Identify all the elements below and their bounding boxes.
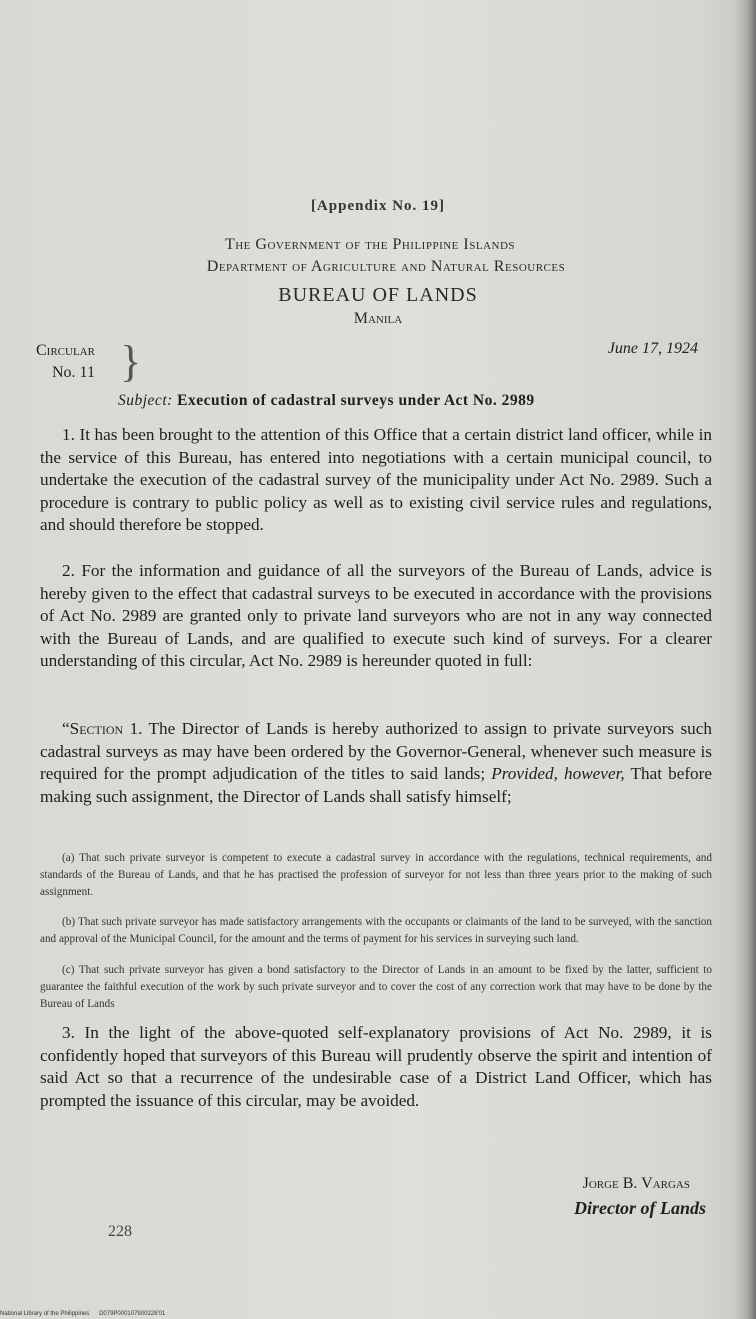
brace-icon: } [120, 337, 142, 386]
circular-number: No. 11 [52, 364, 95, 381]
header-government: The Government of the Philippine Islands [224, 236, 516, 253]
circular-block [36, 337, 142, 386]
signature-block [574, 1172, 706, 1220]
header-bureau: BUREAU OF LANDS [278, 284, 478, 306]
section-text-b: That before making such assignment, the Director of Lands shall satisfy himself; [40, 764, 713, 806]
signatory-name: Jorge B. Vargas [582, 1175, 690, 1192]
section-proviso: Provided, however, [491, 764, 625, 784]
footer-library: National Library of the Philippines [0, 1311, 90, 1317]
footer-code: D079P000107900228'01 [99, 1311, 166, 1317]
subsection-a: (a) That such private surveyor is competent to execute a cadastral survey in accordance with the regulations, technical requirements, and standards of the Bureau of Lands, and that he has practised the profession of surveyor for not less than three years prior to the making of such assignment. [40, 852, 712, 898]
signatory-title: Director of Lands [574, 1198, 706, 1218]
appendix-label: [Appendix No. 19] [310, 198, 446, 214]
subject-label: Subject: [118, 392, 173, 409]
header-city: Manila [353, 310, 403, 327]
subsection-b: (b) That such private surveyor has made satisfactory arrangements with the occupants or claimants of the land to be surveyed, with the sanction and approval of the Municipal Council, for the amount and the terms of payment for his services in surveying such land. [40, 916, 712, 945]
circular-label: Circular [36, 342, 95, 359]
paragraph-section-1 [40, 718, 712, 808]
subsection-c: (c) That such private surveyor has given a bond satisfactory to the Director of Lands in an amount to be fixed by the latter, sufficient to guarantee the faithful execution of the work by such private surveyor and to cover the cost of any correction work that may have to be done by the Bureau of Lands [40, 964, 712, 1010]
paragraph-2: 2. For the information and guidance of all the surveyors of the Bureau of Lands, advice is hereby given to the effect that cadastral surveys to be executed in accordance with the provisions of Act No. 2989 are granted only to private land surveyors who are not in any way connected with the Bureau of Lands, and are qualified to execute such kind of surveys. For a clearer understanding of this circular, Act No. 2989 is hereunder quoted in full: [40, 561, 712, 671]
subject-line [118, 392, 535, 410]
circular-date: June 17, 1924 [607, 340, 698, 357]
paragraph-3: 3. In the light of the above-quoted self-explanatory provisions of Act No. 2989, it is confidently hoped that surveyors of this Bureau will prudently observe the spirit and intention of said Act so that a recurrence of the undesirable case of a District Land Officer, which has prompted the issuance of this circular, may be avoided. [40, 1023, 712, 1110]
page-number: 228 [108, 1223, 132, 1240]
scan-footer [0, 1311, 173, 1317]
paragraph-1: 1. It has been brought to the attention of this Office that a certain district land officer, while in the service of this Bureau, has entered into negotiations with a certain municipal council, to undertake the execution of the cadastral survey of the municipality under Act No. 2989. Such a procedure is contrary to public policy as well as to existing civil service rules and regulations, and should therefore be stopped. [40, 425, 712, 535]
header-department: Department of Agriculture and Natural Resources [206, 258, 566, 275]
section-text-a: The Director of Lands is hereby authorized to assign to private surveyors such cadastral surveys as may have been ordered by the Governor-General, whenever such measure is required for the prompt adjudication of the titles to said lands; [40, 719, 713, 784]
section-lead: “Section 1. [62, 719, 143, 738]
subject-text: Execution of cadastral surveys under Act No. 2989 [177, 392, 535, 409]
